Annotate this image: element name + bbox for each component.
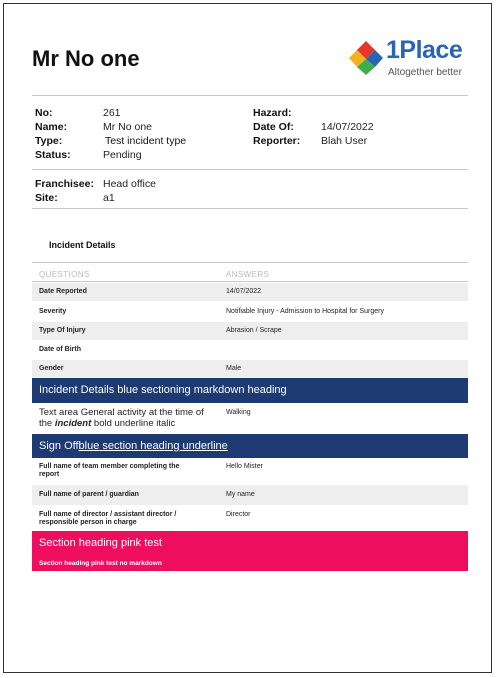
answer-cell: My name bbox=[226, 491, 255, 498]
table-row bbox=[32, 303, 468, 321]
no-value: 261 bbox=[103, 107, 121, 119]
site-label: Site: bbox=[35, 192, 58, 204]
question-cell bbox=[39, 407, 204, 429]
company-logo bbox=[346, 36, 474, 86]
status-value: Pending bbox=[103, 149, 142, 161]
section-heading-blue: Incident Details blue sectioning markdown heading bbox=[32, 378, 468, 403]
question-line: Text area General activity at the time of bbox=[39, 407, 204, 418]
answer-cell: 14/07/2022 bbox=[226, 288, 262, 295]
franchisee-value: Head office bbox=[103, 178, 156, 190]
question-cell: Full name of parent / guardian bbox=[39, 491, 139, 498]
question-cell bbox=[39, 511, 176, 527]
status-label: Status: bbox=[35, 149, 71, 161]
reporter-value: Blah User bbox=[321, 135, 368, 147]
question-line: Full name of team member completing the bbox=[39, 463, 180, 470]
type-value: Test incident type bbox=[105, 135, 187, 147]
no-label: No: bbox=[35, 107, 53, 119]
answer-cell: Director bbox=[226, 511, 251, 518]
question-cell: Date of Birth bbox=[39, 346, 81, 353]
table-row bbox=[32, 506, 468, 532]
section-heading-blue bbox=[32, 434, 468, 458]
table-row bbox=[32, 360, 468, 378]
question-line: report bbox=[39, 471, 60, 478]
answer-cell: Abrasion / Scrape bbox=[226, 327, 282, 334]
divider bbox=[32, 169, 468, 170]
divider bbox=[32, 262, 468, 263]
section-heading-pink bbox=[32, 531, 468, 571]
logo-tagline: Altogether better bbox=[388, 67, 462, 78]
table-row bbox=[32, 459, 468, 485]
question-line bbox=[39, 418, 204, 429]
logo-mark-icon bbox=[348, 40, 384, 76]
reporter-label: Reporter: bbox=[253, 135, 301, 147]
hazard-label: Hazard: bbox=[253, 107, 292, 119]
name-label: Name: bbox=[35, 121, 68, 133]
pink-subtext: Section heading pink test no markdown bbox=[39, 560, 162, 567]
logo-wordmark: 1Place bbox=[386, 36, 463, 64]
table-row bbox=[32, 283, 468, 301]
question-cell bbox=[39, 463, 179, 479]
report-page bbox=[3, 3, 492, 673]
pink-heading-text: Section heading pink test bbox=[39, 537, 162, 549]
heading-text: Sign Off bbox=[39, 440, 79, 452]
questions-header: QUESTIONS bbox=[39, 270, 90, 279]
answer-cell: Notifiable Injury - Admission to Hospital for Surgery bbox=[226, 308, 384, 315]
section-title: Incident Details bbox=[49, 240, 116, 250]
emphasis-text: incident bbox=[54, 418, 92, 429]
question-cell: Date Reported bbox=[39, 288, 87, 295]
question-text: the bbox=[39, 418, 55, 429]
report-title: Mr No one bbox=[32, 46, 140, 71]
answer-cell: Hello Mister bbox=[226, 463, 263, 470]
question-cell: Severity bbox=[39, 308, 67, 315]
site-value: a1 bbox=[103, 192, 115, 204]
question-cell: Gender bbox=[39, 365, 64, 372]
name-value: Mr No one bbox=[103, 121, 153, 133]
answer-cell: Walking bbox=[226, 409, 251, 416]
question-line: responsible person in charge bbox=[39, 519, 137, 526]
table-row bbox=[32, 341, 468, 359]
date-of-label: Date Of: bbox=[253, 121, 294, 133]
table-row bbox=[32, 322, 468, 340]
divider bbox=[32, 281, 468, 282]
heading-underlined-text: blue section heading underline bbox=[78, 440, 228, 452]
answer-cell: Male bbox=[226, 365, 242, 372]
question-cell: Type Of Injury bbox=[39, 327, 86, 334]
franchisee-label: Franchisee: bbox=[35, 178, 94, 190]
table-row bbox=[32, 485, 468, 505]
table-row bbox=[32, 404, 468, 432]
divider bbox=[32, 95, 468, 96]
answers-header: ANSWERS bbox=[226, 270, 270, 279]
type-label: Type: bbox=[35, 135, 63, 147]
question-text: bold underline italic bbox=[91, 418, 176, 429]
question-line: Full name of director / assistant director / bbox=[39, 511, 177, 518]
divider bbox=[32, 208, 468, 209]
date-of-value: 14/07/2022 bbox=[321, 121, 374, 133]
